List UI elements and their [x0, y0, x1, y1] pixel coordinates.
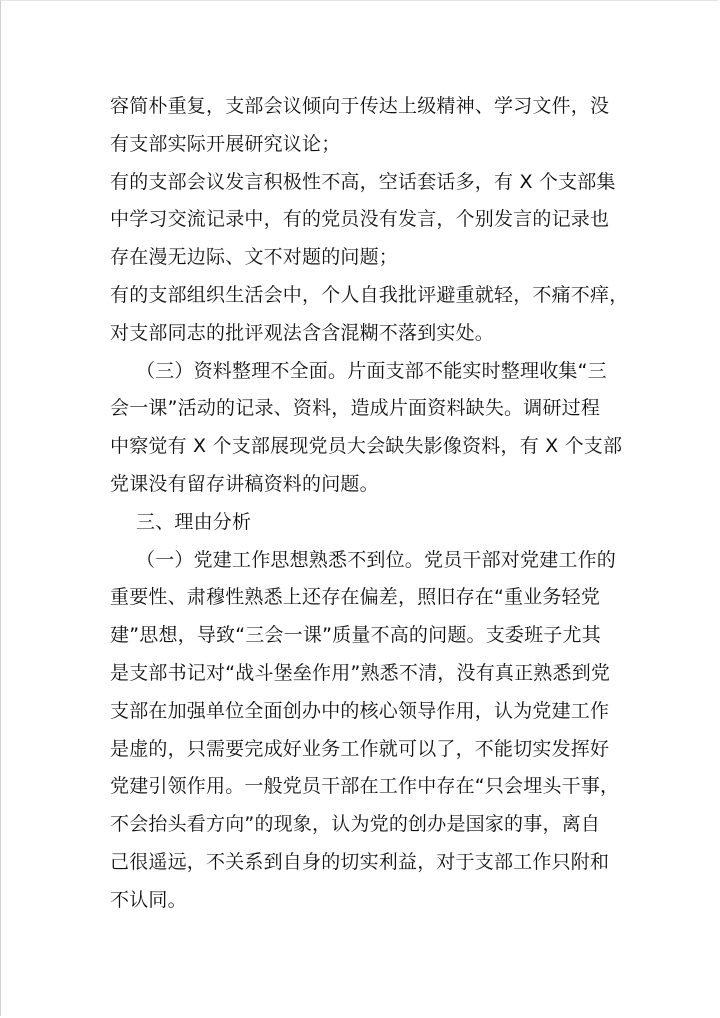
section-heading-line: （三）资料整理不全面。片面支部不能实时整理收集“三: [136, 359, 607, 382]
text-line: 是虚的，只需要完成好业务工作就可以了，不能切实发挥好: [110, 737, 610, 760]
text-line: 支部在加强单位全面创办中的核心领导作用，认为党建工作: [110, 699, 610, 722]
section-heading: 三、理由分析: [136, 510, 252, 533]
text-line: 存在漫无边际、文不对题的问题；: [110, 246, 399, 269]
text-line: 重要性、肃穆性熟悉上还存在偏差，照旧存在“重业务轻党: [110, 586, 601, 609]
text-line: 不认同。: [110, 888, 187, 911]
section-heading-line: （一）党建工作思想熟悉不到位。党员干部对党建工作的: [136, 548, 617, 571]
text-line: 有支部实际开展研究议论；: [110, 132, 341, 155]
text-line: 是支部书记对“战斗堡垒作用”熟悉不清，没有真正熟悉到党: [110, 661, 611, 684]
text-line: 党建引领作用。一般党员干部在工作中存在“只会埋头干事，: [110, 775, 620, 798]
text-line: 中察觉有 X 个支部展现党员大会缺失影像资料，有 X 个支部: [110, 435, 623, 458]
text-line: 己很遥远，不关系到自身的切实利益，对于支部工作只附和: [110, 850, 610, 873]
document-body: [110, 88, 629, 920]
text-line: 不会抬头看方向”的现象，认为党的创办是国家的事，离自: [110, 813, 601, 836]
text-line: 党课没有留存讲稿资料的问题。: [110, 472, 379, 495]
text-line: 建”思想，导致“三会一课”质量不高的问题。支委班子尤其: [110, 624, 601, 647]
text-line: 会一课”活动的记录、资料，造成片面资料缺失。调研过程: [110, 397, 601, 420]
text-line: 对支部同志的批评观法含含混糊不落到实处。: [110, 321, 495, 344]
text-line: 中学习交流记录中，有的党员没有发言，个别发言的记录也: [110, 208, 610, 231]
text-line: 有的支部组织生活会中，个人自我批评避重就轻，不痛不痒，: [110, 283, 629, 306]
text-line: 有的支部会议发言积极性不高，空话套话多，有 X 个支部集: [110, 170, 616, 193]
text-line: 容简朴重复，支部会议倾向于传达上级精神、学习文件，没: [110, 95, 610, 117]
